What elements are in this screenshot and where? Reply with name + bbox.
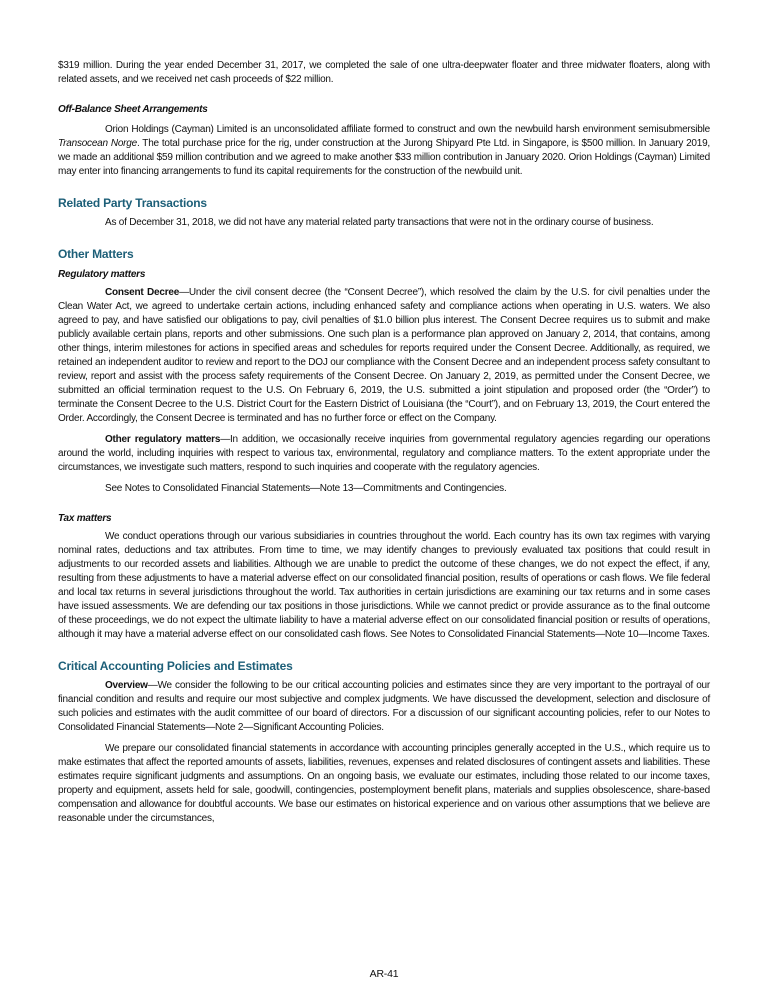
see-notes-paragraph: See Notes to Consolidated Financial Statements—Note 13—Commitments and Contingencies. <box>105 483 507 494</box>
tax-paragraph: We conduct operations through our various subsidiaries in countries throughout the world. Each country has its own tax regimes with varying nominal rates, deductions and tax attributes. From time to time, we may identify changes to previously evaluated tax positions that could result in adjustments to our recorded assets and liabilities. Although we are unable to predict the outcome of these changes, we do not expect the effect, if any, resulting from these adjustments to have a material adverse effect on our consolidated financial position, results of operations or cash flows. We file federal and local tax returns in several jurisdictions throughout the world. Tax authorities in certain jurisdictions are examining our tax returns and in some cases have issued assessments. We are defending our tax positions in those jurisdictions. While we cannot predict or provide assurance as to the final outcome of these proceedings, we do not expect the ultimate liability to have a material adverse effect on our consolidated financial position or results of operations, although it may have a material adverse effect on our consolidated cash flows. See Notes to Consolidated Financial Statements—Note 10—Income Taxes. <box>58 531 710 640</box>
rig-name: Transocean Norge <box>58 138 137 149</box>
other-regulatory-paragraph <box>58 433 710 475</box>
consent-decree-paragraph <box>58 286 710 426</box>
regulatory-heading: Regulatory matters <box>58 269 146 280</box>
text: —In addition, we occasionally receive inquiries from governmental regulatory agencies regarding our operations around the world, including inquiries with respect to various tax, environmental, regulatory and compliance matters. To the extent appropriate under the circumstances, we investigate such matters, respond to such inquiries and cooperate with the regulatory agencies. <box>58 434 711 473</box>
text: Orion Holdings (Cayman) Limited is an unconsolidated affiliate formed to construct and own the newbuild harsh environment semisubmersible <box>105 124 710 135</box>
critical-accounting-heading: Critical Accounting Policies and Estimates <box>58 659 293 673</box>
overview-label: Overview <box>105 680 148 691</box>
other-matters-heading: Other Matters <box>58 247 134 261</box>
other-reg-label: Other regulatory matters <box>105 434 221 445</box>
overview-paragraph <box>58 679 710 735</box>
text: . The total purchase price for the rig, under construction at the Jurong Shipyard Pte Ltd. in Singapore, is $500 million. In January 2019, we made an additional $59 million contribution and we agreed to make another $33 million contribution in January 2020. Orion Holdings (Cayman) Limited may enter into financing arrangements to fund its capital requirements for the construction of the newbuild unit. <box>58 138 710 177</box>
off-balance-paragraph <box>58 123 710 179</box>
consent-label: Consent Decree <box>105 287 180 298</box>
intro-paragraph: $319 million. During the year ended December 31, 2017, we completed the sale of one ultra-deepwater floater and three midwater floaters, along with related assets, and we received net cash proceeds of $22 million. <box>58 60 710 85</box>
page-number: AR-41 <box>369 968 399 980</box>
related-party-paragraph: As of December 31, 2018, we did not have any material related party transactions that were not in the ordinary course of business. <box>105 217 654 228</box>
text: —We consider the following to be our critical accounting policies and estimates since they are very important to the portrayal of our financial condition and results and require our most subjective and complex judgments. We have discussed the development, selection and disclosure of such policies and estimates with the audit committee of our board of directors. For a discussion of our significant accounting policies, refer to our Notes to Consolidated Financial Statements—Note 2—Significant Accounting Policies. <box>58 680 710 733</box>
estimates-paragraph: We prepare our consolidated financial statements in accordance with accounting principles generally accepted in the U.S., which require us to make estimates that affect the reported amounts of assets, liabilities, revenues, expenses and related disclosures of contingent assets and liabilities. These estimates require significant judgments and assumptions. On an ongoing basis, we evaluate our estimates, including those related to our income taxes, property and equipment, assets held for sale, goodwill, contingencies, postemployment benefit plans, materials and supplies obsolescence, share-based compensation and allowance for doubtful accounts. We base our estimates on historical experience and on various other assumptions that we believe are reasonable under the circumstances, <box>58 743 710 824</box>
related-party-heading: Related Party Transactions <box>58 196 207 210</box>
off-balance-heading: Off-Balance Sheet Arrangements <box>58 104 208 115</box>
document-page <box>58 59 710 826</box>
tax-heading: Tax matters <box>58 513 112 524</box>
text: —Under the civil consent decree (the “Consent Decree”), which resolved the claim by the U.S. for civil penalties under the Clean Water Act, we agreed to undertake certain actions, including enhanced safety and compliance actions when operating in U.S. waters. We also agreed to pay, and have satisfied our obligations to pay, civil penalties of $1.0 billion plus interest. The Consent Decree requires us to submit and make publicly available certain plans, reports and other submissions. One such plan is a performance plan approved on January 2, 2014, that contains, among other things, interim milestones for actions in specified areas and schedules for reports required under the Consent Decree. Additionally, as required, we retained an independent auditor to review and report to the DOJ our compliance with the Consent Decree and an independent process safety consultant to review, report and assist with the process safety requirements of the Consent Decree. On January 2, 2019, as permitted under the Consent Decree, we submitted an official termination request to the U.S. On February 6, 2019, the U.S. submitted a joint stipulation and proposed order (the “Order”) to terminate the Consent Decree to the U.S. District Court for the Eastern District of Louisiana (the “Court”), and on February 13, 2019, the Court entered the Order. Accordingly, the Consent Decree is terminated and has no further force or effect on the Company. <box>58 287 710 424</box>
